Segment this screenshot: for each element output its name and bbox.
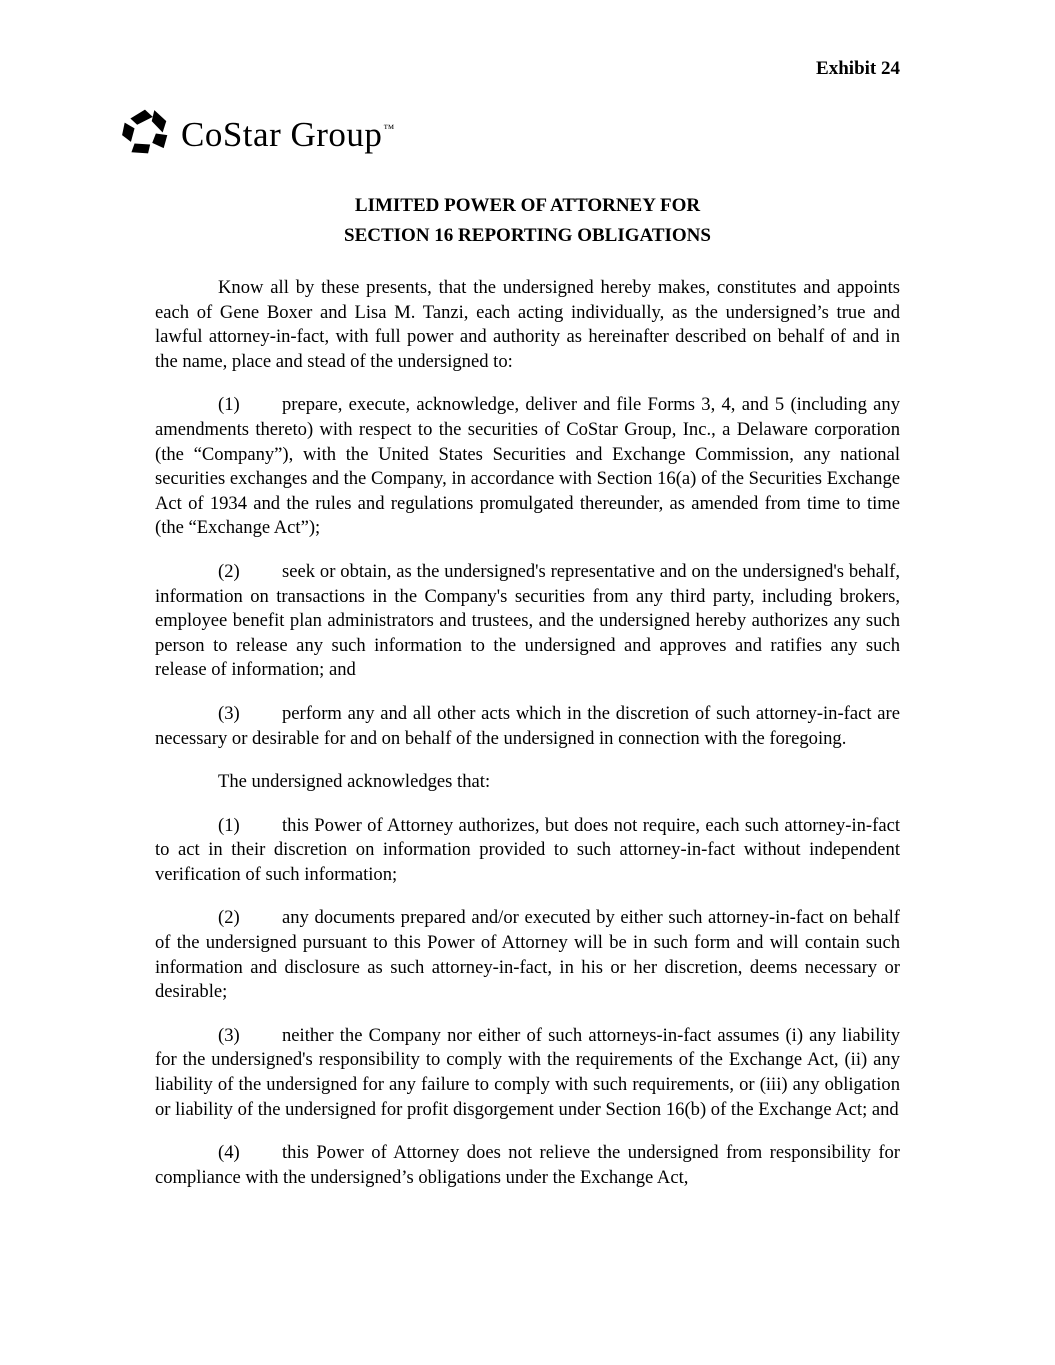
acknowledgment-item-3-text: neither the Company nor either of such attorneys-in-fact assumes (i) any liability for the undersigned's responsibility to comply with the requirements of the Exchange Act, (ii) any liability of the undersigned for any failure to comply with such requirements, or (iii) any obligation or liability of the undersigned for profit disgorgement under Section 16(b) of the Exchange Act; and: [155, 1024, 900, 1120]
costar-logo-wordmark: [181, 103, 395, 161]
power-item-1: [155, 393, 900, 541]
power-item-1-number: (1): [218, 394, 240, 416]
acknowledgment-item-1-number: (1): [218, 814, 240, 836]
acknowledgment-item-4-text: this Power of Attorney does not relieve the undersigned from responsibility for compliance with the undersigned’s obligations under the Exchange Act,: [155, 1142, 900, 1188]
title-line-1: LIMITED POWER OF ATTORNEY FOR: [354, 195, 701, 216]
acknowledgment-item-2-number: (2): [218, 907, 240, 929]
acknowledgment-item-3: [155, 1024, 900, 1122]
acknowledgment-item-3-number: (3): [218, 1024, 240, 1046]
costar-pinwheel-logo-icon: [120, 106, 172, 158]
costar-group-logo: [120, 106, 1055, 158]
power-item-3: [155, 702, 900, 751]
exhibit-label: Exhibit 24: [816, 58, 900, 79]
power-item-3-text: perform any and all other acts which in the discretion of such attorney-in-fact are necessary or desirable for and on behalf of the undersigned in connection with the foregoing.: [155, 702, 900, 749]
acknowledgment-item-1-text: this Power of Attorney authorizes, but does not require, each such attorney-in-fact to act in their discretion on information provided to such attorney-in-fact without independent verification of such information;: [155, 814, 900, 885]
acknowledgment-item-4: [155, 1141, 900, 1190]
trademark-symbol: ™: [383, 123, 395, 135]
document-title: [0, 191, 1055, 251]
intro-paragraph: Know all by these presents, that the undersigned hereby makes, constitutes and appoints each of Gene Boxer and Lisa M. Tanzi, each acting individually, as the undersigned’s true and lawful attorney-in-fact, with full power and authority as hereinafter described on behalf of and in the name, place and stead of the undersigned to:: [155, 277, 900, 372]
acknowledgment-item-2: [155, 906, 900, 1004]
acknowledgment-item-2-text: any documents prepared and/or executed by either such attorney-in-fact on behalf of the undersigned pursuant to this Power of Attorney will be in such form and will contain such information and disclosure as such attorney-in-fact, in his or her discretion, deems necessary or desirable;: [155, 907, 900, 1003]
acknowledgment-intro: The undersigned acknowledges that:: [218, 771, 491, 793]
acknowledgment-item-4-number: (4): [218, 1142, 240, 1164]
title-line-2: SECTION 16 REPORTING OBLIGATIONS: [344, 225, 711, 246]
document-body: [155, 276, 900, 1190]
power-item-2: [155, 560, 900, 683]
power-item-3-number: (3): [218, 702, 240, 724]
power-item-2-number: (2): [218, 560, 240, 582]
costar-logo-text: CoStar Group: [181, 115, 383, 154]
power-item-2-text: seek or obtain, as the undersigned's representative and on the undersigned's behalf, information on transactions in the Company's securities from any third party, including brokers, employee benefit plan administrators and trustees, and the undersigned hereby authorizes any such person to release any such information to the undersigned and approves and ratifies any such release of information; and: [155, 560, 900, 681]
acknowledgment-item-1: [155, 814, 900, 888]
power-item-1-text: prepare, execute, acknowledge, deliver and file Forms 3, 4, and 5 (including any amendments thereto) with respect to the securities of CoStar Group, Inc., a Delaware corporation (the “Company”), with the United States Securities and Exchange Commission, any national securities exchanges and the Company, in accordance with Section 16(a) of the Securities Exchange Act of 1934 and the rules and regulations promulgated thereunder, as amended from time to time (the “Exchange Act”);: [155, 394, 900, 539]
